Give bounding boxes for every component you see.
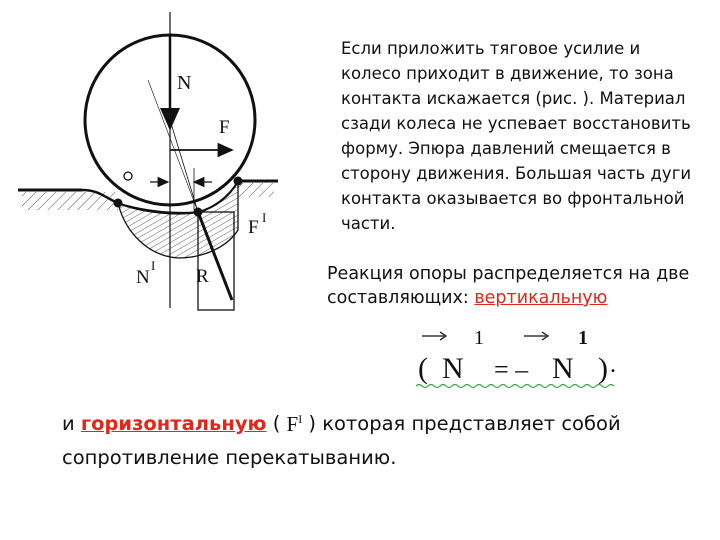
formula-dot: . xyxy=(610,352,616,378)
force-symbol-sup: I xyxy=(298,412,303,426)
label-F: F xyxy=(219,117,230,138)
explanation-paragraph: Если приложить тяговое усилие и колесо приходит в движение, то зона контакта искажается (рис. ). Материал сзади колеса не успевает восстановить форму. Эпюра давлений смещается в сторону движения. Большая часть дуги контакта оказывается во фронтальной части. xyxy=(341,39,692,233)
formula-close-paren: ) xyxy=(598,352,608,385)
label-FI-sup: I xyxy=(262,210,267,225)
formula-sup-1: 1 xyxy=(474,327,484,349)
and-word: и xyxy=(62,412,81,435)
formula-equals: = – xyxy=(494,355,529,384)
label-NI-sup: I xyxy=(151,258,156,273)
label-NI: N xyxy=(136,267,150,288)
horizontal-rest: ) которая представляет собой сопротивление перекатыванию. xyxy=(62,412,621,469)
contact-point-front xyxy=(234,177,243,186)
horizontal-paragraph xyxy=(62,408,662,473)
center-marker xyxy=(124,172,132,180)
vector-formula xyxy=(412,322,622,390)
vertical-term: вертикальную xyxy=(474,288,608,308)
reaction-paragraph xyxy=(327,262,707,310)
contact-point-center xyxy=(194,208,203,217)
spellcheck-underline xyxy=(416,385,614,388)
label-FI: F xyxy=(248,217,259,238)
reaction-lead-text: Реакция опоры распределяется на две составляющих: xyxy=(327,264,690,308)
force-symbol-F: F xyxy=(286,412,299,436)
paren-open: ( xyxy=(266,412,287,435)
horizontal-term: горизонтальную xyxy=(80,412,267,435)
label-R: R xyxy=(196,266,209,287)
contact-point-rear xyxy=(114,199,123,208)
label-N: N xyxy=(177,72,192,94)
formula-N2: N xyxy=(552,352,574,385)
wheel-contact-diagram xyxy=(0,0,330,330)
formula-sup-2: 1 xyxy=(578,327,588,349)
formula-N1: N xyxy=(442,352,464,385)
pressure-epure xyxy=(118,181,238,258)
formula-open-paren: ( xyxy=(418,352,428,385)
